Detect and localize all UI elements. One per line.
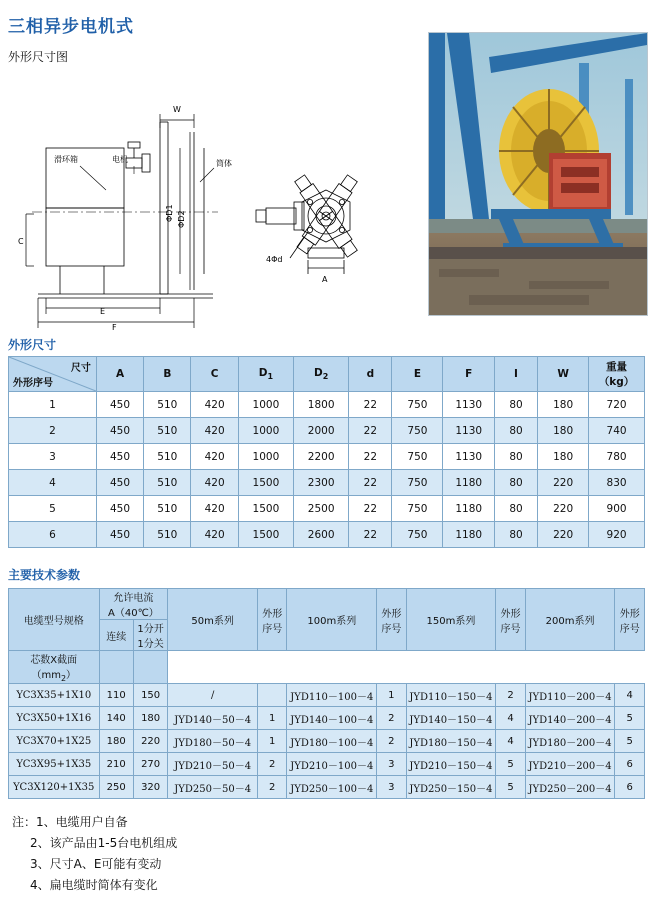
cell: 22 — [349, 392, 392, 418]
cell-shape-200: 5 — [615, 707, 645, 730]
cell-shape-150: 2 — [496, 684, 525, 707]
cell-series-150: JYD250－150－4 — [406, 776, 496, 799]
cell: 1180 — [443, 496, 494, 522]
cell: 2000 — [294, 418, 349, 444]
cell-intermittent: 150 — [133, 684, 167, 707]
page-title: 三相异步电机式 — [8, 17, 134, 37]
col-header-d: d — [349, 357, 392, 392]
cell: 510 — [144, 470, 191, 496]
table-row — [9, 496, 645, 522]
cell: 830 — [589, 470, 645, 496]
cell-series-50: JYD250－50－4 — [168, 776, 258, 799]
table-row — [9, 684, 645, 707]
table-subheader-row-2 — [9, 651, 645, 684]
cell: 510 — [144, 496, 191, 522]
col-header-c: C — [191, 357, 238, 392]
table-row — [9, 418, 645, 444]
cell-cable: YC3X120+1X35 — [9, 776, 100, 799]
table-header-row — [9, 589, 645, 620]
cell-intermittent: 220 — [133, 730, 167, 753]
cell-continuous: 210 — [99, 753, 133, 776]
cell-series-200: JYD210－200－4 — [525, 753, 615, 776]
table-row — [9, 753, 645, 776]
col-header-b: B — [144, 357, 191, 392]
cell-series-200: JYD180－200－4 — [525, 730, 615, 753]
col-header-d2: $D_2$ — [294, 357, 349, 392]
dimensions-corner-cell — [9, 357, 97, 392]
note-item: 注：1、电缆用户自备 — [12, 815, 128, 829]
cell: 220 — [538, 496, 589, 522]
cell: 1000 — [238, 418, 293, 444]
cell-series-200: JYD250－200－4 — [525, 776, 615, 799]
dimensions-section-label: 外形尺寸 — [8, 338, 57, 352]
table-row — [9, 444, 645, 470]
cell-intermittent: 320 — [133, 776, 167, 799]
col-header-shape-no-150: 外形 序号 — [496, 589, 525, 651]
cell: 22 — [349, 522, 392, 548]
col-header-w: W — [538, 357, 589, 392]
cell: 3 — [9, 444, 97, 470]
cell: 750 — [392, 392, 443, 418]
cell-shape-100: 1 — [377, 684, 406, 707]
notes-block — [12, 812, 177, 896]
cell-continuous: 180 — [99, 730, 133, 753]
col-header-weight: 重量 （kg） — [589, 357, 645, 392]
cell: 22 — [349, 444, 392, 470]
table-row — [9, 392, 645, 418]
corner-bottom-left-label: 外形序号 — [13, 378, 53, 389]
dimensions-table-body — [9, 392, 645, 548]
svg-text:E: E — [100, 307, 106, 316]
cell-shape-150: 4 — [496, 707, 525, 730]
outline-drawing-label: 外形尺寸图 — [8, 50, 69, 64]
cell: 1180 — [443, 522, 494, 548]
cell: 4 — [9, 470, 97, 496]
cell: 180 — [538, 392, 589, 418]
cell-shape-100: 3 — [377, 776, 406, 799]
svg-text:ΦD2: ΦD2 — [177, 210, 186, 228]
cell: 750 — [392, 418, 443, 444]
cell-intermittent: 180 — [133, 707, 167, 730]
cell: 180 — [538, 418, 589, 444]
svg-text:ΦD1: ΦD1 — [165, 204, 174, 222]
cell: 420 — [191, 522, 238, 548]
cell: 1130 — [443, 418, 494, 444]
main-parameters-table — [8, 588, 645, 799]
svg-text:C: C — [18, 237, 24, 246]
cell: 2300 — [294, 470, 349, 496]
cell: 420 — [191, 444, 238, 470]
cell-shape-100: 3 — [377, 753, 406, 776]
table-row — [9, 776, 645, 799]
cell: 510 — [144, 444, 191, 470]
cell: 2 — [9, 418, 97, 444]
table-row — [9, 470, 645, 496]
cell: 750 — [392, 522, 443, 548]
svg-text:A: A — [322, 275, 328, 284]
table-row — [9, 707, 645, 730]
table-row — [9, 522, 645, 548]
cell: 450 — [96, 444, 143, 470]
cell: 420 — [191, 418, 238, 444]
cell: 1180 — [443, 470, 494, 496]
cell: 510 — [144, 392, 191, 418]
col-header-i: I — [494, 357, 537, 392]
cell-shape-50: 2 — [258, 753, 287, 776]
col-header-f: F — [443, 357, 494, 392]
cell-series-150: JYD110－150－4 — [406, 684, 496, 707]
cell: 80 — [494, 444, 537, 470]
dimensions-table — [8, 356, 645, 548]
product-photo — [428, 32, 648, 316]
cell: 80 — [494, 496, 537, 522]
cell-series-150: JYD140－150－4 — [406, 707, 496, 730]
cell-series-150: JYD210－150－4 — [406, 753, 496, 776]
cell-cable: YC3X50+1X16 — [9, 707, 100, 730]
cell: 920 — [589, 522, 645, 548]
cell: 450 — [96, 496, 143, 522]
svg-text:F: F — [112, 323, 117, 332]
cell-series-200: JYD110－200－4 — [525, 684, 615, 707]
col-header-shape-no-100: 外形 序号 — [377, 589, 406, 651]
cell-series-100: JYD180－100－4 — [287, 730, 377, 753]
spacer-cell-1 — [99, 651, 133, 684]
col-header-cable-type: 电缆型号规格 — [9, 589, 100, 651]
cell: 1130 — [443, 444, 494, 470]
col-header-series-50: 50m系列 — [168, 589, 258, 651]
cell: 80 — [494, 522, 537, 548]
table-header-row — [9, 357, 645, 392]
cell-shape-150: 5 — [496, 753, 525, 776]
cell: 740 — [589, 418, 645, 444]
cell-series-100: JYD250－100－4 — [287, 776, 377, 799]
cell: 2500 — [294, 496, 349, 522]
cell: 750 — [392, 496, 443, 522]
cell: 780 — [589, 444, 645, 470]
cell: 1500 — [238, 522, 293, 548]
cell: 420 — [191, 470, 238, 496]
cell: 80 — [494, 470, 537, 496]
cell: 2600 — [294, 522, 349, 548]
cell-series-50: JYD180－50－4 — [168, 730, 258, 753]
svg-text:W: W — [173, 105, 181, 114]
cell-series-50: JYD210－50－4 — [168, 753, 258, 776]
cell-continuous: 110 — [99, 684, 133, 707]
cell: 1500 — [238, 496, 293, 522]
cell-shape-200: 4 — [615, 684, 645, 707]
svg-text:4Φd: 4Φd — [266, 255, 283, 264]
cell-series-50: / — [168, 684, 258, 707]
cell-shape-50 — [258, 684, 287, 707]
cell: 1800 — [294, 392, 349, 418]
cell: 220 — [538, 522, 589, 548]
cell-series-100: JYD110－100－4 — [287, 684, 377, 707]
note-item: 2、该产品由1-5台电机组成 — [30, 836, 178, 850]
svg-text:滑环箱: 滑环箱 — [54, 155, 78, 164]
col-header-shape-no-200: 外形 序号 — [615, 589, 645, 651]
cell: 80 — [494, 418, 537, 444]
cell: 420 — [191, 392, 238, 418]
cell: 450 — [96, 418, 143, 444]
cell-series-100: JYD140－100－4 — [287, 707, 377, 730]
cell: 510 — [144, 418, 191, 444]
cell-shape-100: 2 — [377, 707, 406, 730]
col-header-cable-cores: 芯数X截面 $(mm_2)$ — [9, 651, 100, 684]
cell: 450 — [96, 470, 143, 496]
col-header-continuous: 连续 — [99, 620, 133, 651]
corner-top-right-label: 尺寸 — [70, 363, 91, 374]
col-header-a: A — [96, 357, 143, 392]
cell-shape-50: 1 — [258, 730, 287, 753]
main-params-section-label: 主要技术参数 — [8, 568, 81, 582]
cell: 2200 — [294, 444, 349, 470]
cell: 900 — [589, 496, 645, 522]
cell: 1130 — [443, 392, 494, 418]
cell-shape-200: 6 — [615, 776, 645, 799]
cell: 180 — [538, 444, 589, 470]
spec-table-body — [9, 684, 645, 799]
col-header-shape-no-50: 外形 序号 — [258, 589, 287, 651]
cell: 220 — [538, 470, 589, 496]
cell-shape-200: 5 — [615, 730, 645, 753]
cell-shape-150: 5 — [496, 776, 525, 799]
note-item: 3、尺寸A、E可能有变动 — [30, 857, 162, 871]
cell: 22 — [349, 470, 392, 496]
cell: 750 — [392, 444, 443, 470]
cell-series-50: JYD140－50－4 — [168, 707, 258, 730]
col-header-series-100: 100m系列 — [287, 589, 377, 651]
cell-shape-200: 6 — [615, 753, 645, 776]
cell: 80 — [494, 392, 537, 418]
cell-series-150: JYD180－150－4 — [406, 730, 496, 753]
cell: 22 — [349, 496, 392, 522]
table-row — [9, 730, 645, 753]
col-header-series-150: 150m系列 — [406, 589, 496, 651]
cell: 1500 — [238, 470, 293, 496]
col-header-series-200: 200m系列 — [525, 589, 615, 651]
col-header-d1: $D_1$ — [238, 357, 293, 392]
cell-series-100: JYD210－100－4 — [287, 753, 377, 776]
cell: 22 — [349, 418, 392, 444]
spacer-cell-2 — [133, 651, 167, 684]
cell-cable: YC3X70+1X25 — [9, 730, 100, 753]
svg-text:电机: 电机 — [112, 155, 128, 164]
cell-cable: YC3X95+1X35 — [9, 753, 100, 776]
cell: 750 — [392, 470, 443, 496]
cell: 1 — [9, 392, 97, 418]
cell: 420 — [191, 496, 238, 522]
col-header-intermittent: 1分开 1分关 — [133, 620, 167, 651]
col-header-e: E — [392, 357, 443, 392]
cell: 1000 — [238, 392, 293, 418]
cell-series-200: JYD140－200－4 — [525, 707, 615, 730]
cell: 450 — [96, 522, 143, 548]
svg-text:筒体: 筒体 — [216, 159, 232, 168]
cell-shape-150: 4 — [496, 730, 525, 753]
cell-intermittent: 270 — [133, 753, 167, 776]
cell-shape-100: 2 — [377, 730, 406, 753]
cell-continuous: 140 — [99, 707, 133, 730]
cell: 510 — [144, 522, 191, 548]
cell: 1000 — [238, 444, 293, 470]
cell: 450 — [96, 392, 143, 418]
outline-drawing — [8, 62, 418, 332]
cell-shape-50: 1 — [258, 707, 287, 730]
cell: 5 — [9, 496, 97, 522]
col-header-current: 允许电流 A（40℃） — [99, 589, 168, 620]
note-item: 4、扁电缆时简体有变化 — [30, 878, 158, 892]
cell: 720 — [589, 392, 645, 418]
cell-shape-50: 2 — [258, 776, 287, 799]
cell-cable: YC3X35+1X10 — [9, 684, 100, 707]
cell: 6 — [9, 522, 97, 548]
cell-continuous: 250 — [99, 776, 133, 799]
